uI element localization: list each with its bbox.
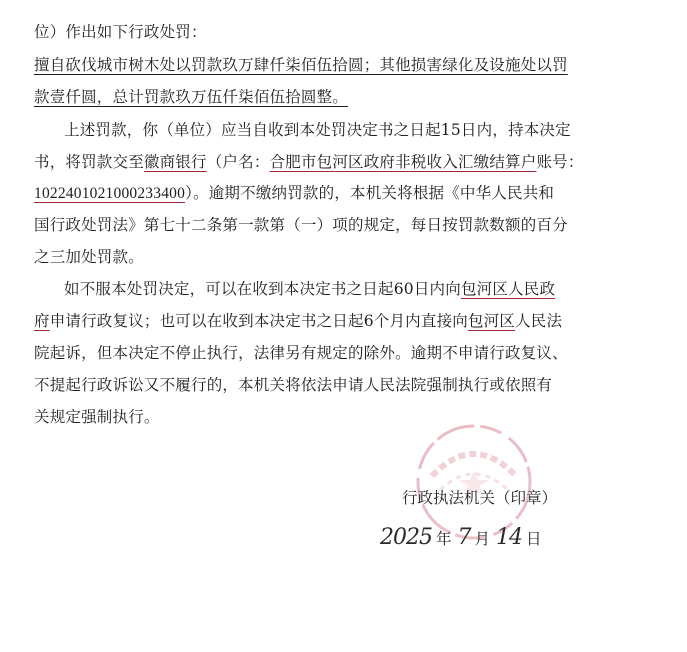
payment-line-2-post: 账号： — [536, 153, 584, 171]
date-day: 14 — [496, 525, 523, 550]
appeal-line-2 — [34, 311, 562, 331]
payment-line-1: 上述罚款，你（单位）应当自收到本处罚决定书之日起15日内，持本决定 — [64, 121, 571, 139]
appeal-line-2-post: 申请行政复议；也可以在收到本决定书之日起6个月内直接向 — [49, 312, 468, 330]
appeal-line-5: 关规定强制执行。 — [34, 408, 160, 426]
bank-name: 徽商银行 — [143, 153, 207, 171]
penalty-line-1: 擅自砍伐城市树木处以罚款玖万肆仟柒佰伍拾圆；其他损害绿化及设施处以罚 — [34, 56, 568, 74]
payment-line-4: 国行政处罚法》第七十二条第一款第（一）项的规定，每日按罚款数额的百分 — [34, 216, 568, 234]
appeal-line-4: 不提起行政诉讼又不履行的，本机关将依法申请人民法院强制执行或依照有 — [34, 376, 553, 394]
date-month-char: 月 — [474, 530, 491, 548]
penalty-line-2: 款壹仟圆，总计罚款玖万伍仟柒佰伍拾圆整。 — [34, 88, 349, 106]
date-year-char: 年 — [436, 530, 452, 548]
appeal-line-2-end: 人民法 — [515, 312, 563, 330]
issuing-authority: 行政执法机关（印章） — [402, 489, 558, 507]
signature-date — [380, 525, 548, 557]
date-year: 2025 — [380, 525, 432, 550]
payment-line-2-pre: 书，将罚款交至 — [34, 153, 144, 171]
appeal-line-1-pre: 如不服本处罚决定，可以在收到本决定书之日起60日内向 — [64, 280, 461, 298]
gov-name-b: 府 — [34, 312, 50, 330]
date-month: 7 — [457, 525, 471, 550]
appeal-line-3: 院起诉，但本决定不停止执行，法律另有规定的除外。逾期不申请行政复议、 — [34, 344, 568, 362]
payment-line-2 — [34, 152, 584, 172]
payment-line-3 — [34, 183, 554, 204]
payment-line-5: 之三加处罚款。 — [34, 248, 144, 266]
payment-line-3-post: ）。逾期不缴纳罚款的，本机关将根据《中华人民共和 — [185, 184, 555, 202]
payment-line-2-mid: （户名： — [206, 153, 270, 171]
gov-name-a: 包河区人民政 — [460, 280, 556, 298]
intro-line: 位）作出如下行政处罚： — [34, 23, 207, 41]
date-day-char: 日 — [526, 530, 542, 548]
account-name: 合肥市包河区政府非税收入汇缴结算户 — [269, 153, 537, 171]
account-number: 1022401021000233400 — [34, 185, 186, 202]
court-name-a: 包河区 — [467, 312, 516, 330]
appeal-line-1 — [64, 279, 555, 299]
